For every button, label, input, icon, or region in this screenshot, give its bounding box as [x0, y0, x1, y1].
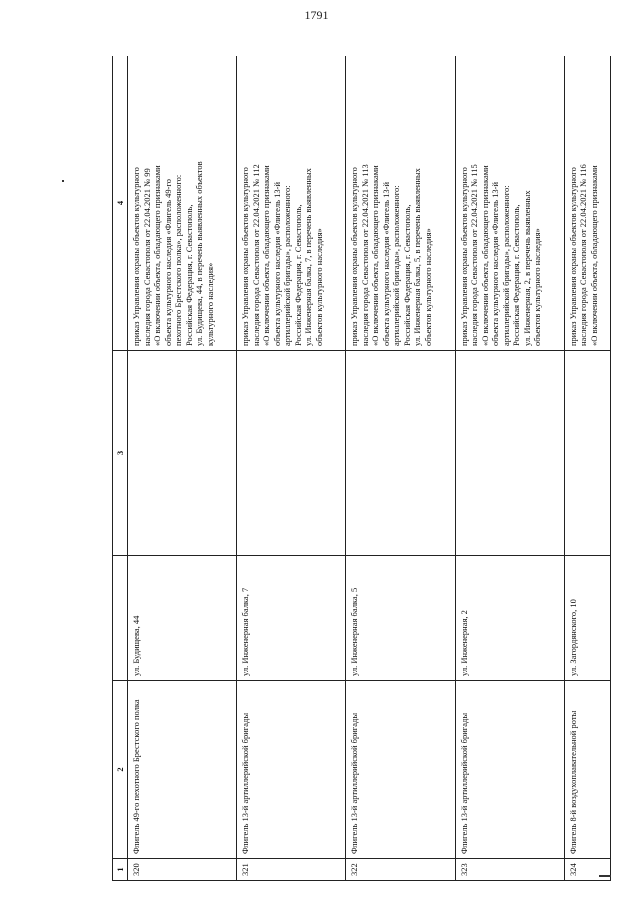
table-frame — [112, 56, 611, 881]
document-line: Российская Федерация, г. Севастополь, — [401, 204, 412, 346]
document-line: «О включении объекта, обладающего признаками — [588, 165, 599, 346]
document-line: культурного наследия» — [204, 262, 215, 346]
document-line: объекта культурного наследия «Флигель 13-й — [271, 181, 282, 346]
document-cell — [455, 56, 564, 351]
document-line: ул. Инженерная, 2, в перечень выявленных — [521, 190, 532, 346]
document-line: ул. Инженерная балка, 5, в перечень выявленных — [412, 168, 423, 346]
document-line: объектов культурного наследия» — [532, 228, 543, 346]
document-line: приказ Управления охраны объектов культурного — [458, 167, 469, 346]
document-line: ул. Инженерная балка, 7, в перечень выявленных — [303, 168, 314, 346]
document-line: ул. Будищева, 44, в перечень выявленных объектов — [194, 161, 204, 346]
object-name: Флигель 13-й артиллерийской бригады — [455, 681, 564, 859]
empty-cell — [455, 351, 564, 556]
page-number: 1791 — [304, 8, 329, 22]
object-address: ул. Инженерная балка, 5 — [346, 556, 455, 681]
document-line: артиллерийской бригады», расположенного: — [500, 185, 511, 346]
document-line: артиллерийской бригады», расположенного: — [282, 185, 293, 346]
document-line: «О включении объекта, обладающего признаками — [261, 165, 272, 346]
document-line: Российская Федерация, г. Севастополь, — [183, 204, 194, 346]
scan-edge-mark — [599, 875, 611, 877]
document-line: наследия города Севастополя от 22.04.2021 № 99 — [141, 168, 152, 346]
header-col-4: 4 — [113, 56, 128, 351]
document-line: приказ Управления охраны объектов культурного — [567, 167, 578, 346]
header-col-1: 1 — [113, 859, 128, 881]
table-row — [128, 56, 237, 881]
document-line: объектов культурного наследия» — [422, 228, 433, 346]
object-name: Флигель 13-й артиллерийской бригады — [346, 681, 455, 859]
empty-cell — [128, 351, 237, 556]
document-line: объектов культурного наследия» — [313, 228, 324, 346]
table-row — [346, 56, 455, 881]
document-line: «О включении объекта, обладающего признаками — [370, 165, 381, 346]
document-line: наследия города Севастополя от 22.04.2021 № 113 — [359, 164, 370, 346]
document-line: объекта культурного наследия «Флигель 13-й — [380, 181, 391, 346]
document-cell — [346, 56, 455, 351]
row-number: 321 — [237, 859, 346, 881]
object-name: Флигель 8-й воздухоплавательной роты — [564, 681, 610, 859]
document-cell — [128, 56, 237, 351]
document-line: приказ Управления охраны объектов культурного — [349, 167, 360, 346]
row-number: 322 — [346, 859, 455, 881]
table-row — [237, 56, 346, 881]
row-number: 324 — [564, 859, 610, 881]
object-address: ул. Инженерная, 2 — [455, 556, 564, 681]
document-line: артиллерийской бригады», расположенного: — [391, 185, 402, 346]
document-line: пехотного Брестского полка», расположенного: — [173, 174, 183, 346]
document-line: «О включении объекта, обладающего признаками — [479, 165, 490, 346]
document-line: «О включении объекта, обладающего признаками — [152, 165, 162, 346]
header-col-2: 2 — [113, 681, 128, 859]
empty-cell — [564, 351, 610, 556]
document-line: приказ Управления охраны объектов культурного — [240, 167, 251, 346]
document-line: наследия города Севастополя от 22.04.2021 № 116 — [578, 164, 589, 346]
table-header-row — [113, 56, 128, 881]
table-row — [564, 56, 610, 881]
row-number: 320 — [128, 859, 237, 881]
document-cell — [237, 56, 346, 351]
header-col-3: 3 — [113, 351, 128, 556]
document-line: приказ Управления охраны объектов культурного — [131, 167, 141, 346]
document-line: наследия города Севастополя от 22.04.2021 № 112 — [250, 164, 261, 346]
empty-cell — [346, 351, 455, 556]
document-line: Российская Федерация, г. Севастополь, — [292, 204, 303, 346]
document-line: Российская Федерация, г. Севастополь, — [511, 204, 522, 346]
document-line: объекта культурного наследия «Флигель 49-го — [162, 179, 173, 346]
object-name: Флигель 13-й артиллерийской бригады — [237, 681, 346, 859]
document-line: наследия города Севастополя от 22.04.2021 № 115 — [469, 164, 480, 346]
object-name: Флигель 49-го пехотного Брестского полка — [128, 681, 237, 859]
header-col-blank — [113, 556, 128, 681]
document-line: объекта культурного наследия «Флигель 13-й — [490, 181, 501, 346]
heritage-objects-table — [112, 56, 611, 881]
object-address: ул. Инженерная балка, 7 — [237, 556, 346, 681]
table-row — [455, 56, 564, 881]
object-address: ул. Загордянского, 10 — [564, 556, 610, 681]
row-number: 323 — [455, 859, 564, 881]
object-address: ул. Будищева, 44 — [128, 556, 237, 681]
scan-speck — [62, 180, 64, 182]
document-cell — [564, 56, 610, 351]
empty-cell — [237, 351, 346, 556]
